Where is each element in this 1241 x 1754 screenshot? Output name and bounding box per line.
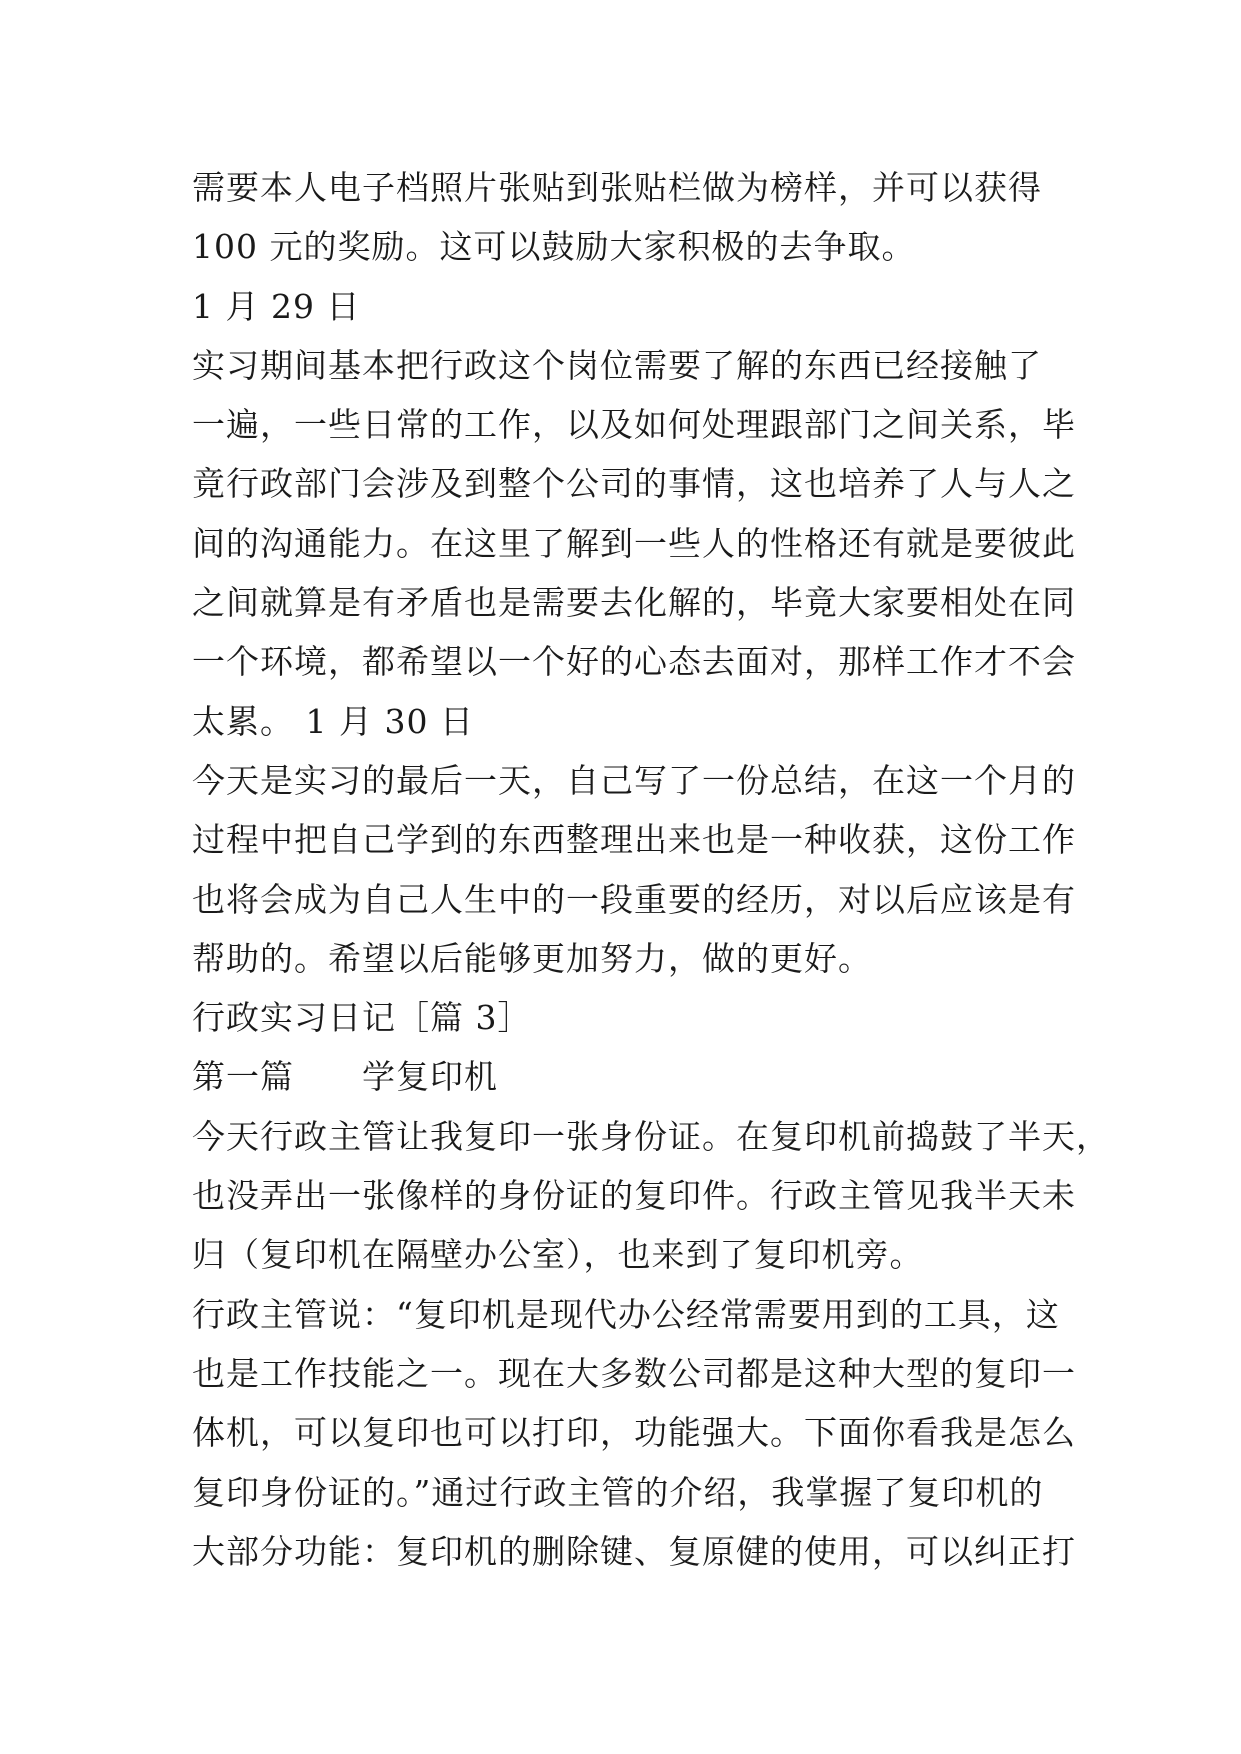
text-line: 实习期间基本把行政这个岗位需要了解的东西已经接触了 (192, 345, 1042, 385)
date-heading: 1 月 29 日 (192, 286, 361, 326)
text-line: 也没弄出一张像样的身份证的复印件。行政主管见我半天未 (192, 1176, 1076, 1216)
text-line: 一个环境，都希望以一个好的心态去面对，那样工作才不会 (192, 642, 1076, 682)
text-line: 之间就算是有矛盾也是需要去化解的，毕竟大家要相处在同 (192, 583, 1076, 623)
text-line: 大部分功能：复印机的删除键、复原健的使用，可以纠正打 (192, 1531, 1076, 1571)
document-body (192, 158, 1110, 1581)
text-line: 复印身份证的。”通过行政主管的介绍，我掌握了复印机的 (192, 1472, 1044, 1512)
text-line: 竟行政部门会涉及到整个公司的事情，这也培养了人与人之 (192, 464, 1076, 504)
text-line: 需要本人电子档照片张贴到张贴栏做为榜样，并可以获得 (192, 168, 1042, 207)
text-line: 帮助的。希望以后能够更加努力，做的更好。 (192, 938, 872, 978)
text-line: 行政主管说：“复印机是现代办公经常需要用到的工具，这 (192, 1294, 1060, 1334)
text-line: 太累。 1 月 30 日 (192, 701, 474, 741)
text-line: 间的沟通能力。在这里了解到一些人的性格还有就是要彼此 (192, 523, 1076, 563)
text-line: 归（复印机在隔壁办公室），也来到了复印机旁。 (192, 1235, 924, 1275)
text-line: 一遍，一些日常的工作，以及如何处理跟部门之间关系，毕 (192, 405, 1076, 445)
text-line: 过程中把自己学到的东西整理出来也是一种收获，这份工作 (192, 820, 1076, 860)
text-line: 今天行政主管让我复印一张身份证。在复印机前捣鼓了半天， (192, 1116, 1110, 1156)
subsection-heading: 第一篇 学复印机 (192, 1057, 498, 1097)
text-line: 体机，可以复印也可以打印，功能强大。下面你看我是怎么 (192, 1413, 1076, 1453)
text-line: 也将会成为自己人生中的一段重要的经历，对以后应该是有 (192, 879, 1076, 919)
text-line: 今天是实习的最后一天，自己写了一份总结，在这一个月的 (192, 760, 1076, 800)
section-heading: 行政实习日记［篇 3］ (192, 998, 532, 1038)
text-line: 也是工作技能之一。现在大多数公司都是这种大型的复印一 (192, 1353, 1076, 1393)
text-line: 100 元的奖励。这可以鼓励大家积极的去争取。 (192, 227, 916, 267)
